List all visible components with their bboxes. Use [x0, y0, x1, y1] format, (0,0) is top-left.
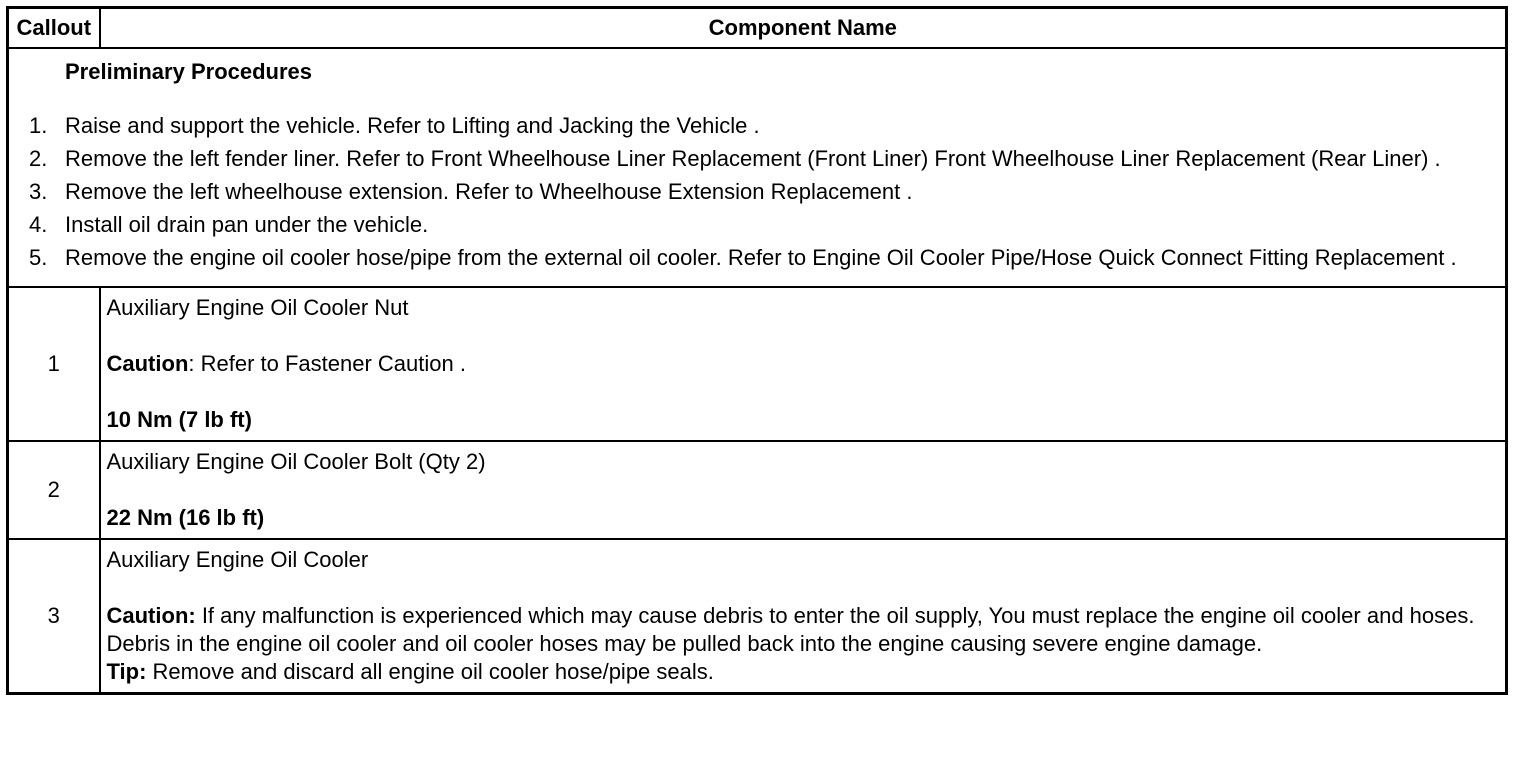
step-item	[29, 177, 1481, 207]
step-text: Remove the left fender liner. Refer to Front Wheelhouse Liner Replacement (Front Liner) Front Wheelhouse Liner Replacement (Rear Liner) .	[65, 146, 1441, 171]
step-text: Remove the left wheelhouse extension. Refer to Wheelhouse Extension Replacement .	[65, 179, 913, 204]
step-item	[29, 210, 1481, 240]
step-number: 3.	[29, 179, 48, 204]
caution-text: : Refer to Fastener Caution .	[188, 351, 466, 376]
callout-number: 3	[8, 539, 100, 694]
component-row	[8, 539, 1507, 694]
preliminary-steps	[29, 111, 1481, 273]
procedure-table	[6, 6, 1508, 695]
tip-text: Remove and discard all engine oil cooler hose/pipe seals.	[146, 659, 714, 684]
step-item	[29, 111, 1481, 141]
component-name: Auxiliary Engine Oil Cooler	[106, 547, 369, 572]
tip-label: Tip:	[106, 659, 147, 684]
step-number: 1.	[29, 113, 48, 138]
step-item	[29, 144, 1481, 174]
torque-value: 22 Nm (16 lb ft)	[106, 505, 265, 530]
step-text: Remove the engine oil cooler hose/pipe from the external oil cooler. Refer to Engine Oil Cooler Pipe/Hose Quick Connect Fitting Replacement .	[65, 245, 1457, 270]
caution-note	[107, 602, 1498, 658]
caution-label: Caution	[106, 351, 189, 376]
torque-spec	[107, 406, 1498, 434]
component-cell	[100, 539, 1507, 694]
component-row	[8, 441, 1507, 539]
step-number: 5.	[29, 245, 48, 270]
step-number: 4.	[29, 212, 48, 237]
callout-number: 2	[8, 441, 100, 539]
component-cell	[100, 441, 1507, 539]
caution-label: Caution:	[106, 603, 196, 628]
callout-header: Callout	[8, 8, 100, 49]
component-row	[8, 287, 1507, 441]
callout-number: 1	[8, 287, 100, 441]
step-number: 2.	[29, 146, 48, 171]
header-row	[8, 8, 1507, 49]
torque-value: 10 Nm (7 lb ft)	[106, 407, 252, 432]
caution-note	[107, 350, 1498, 378]
preliminary-row	[8, 48, 1507, 287]
step-text: Raise and support the vehicle. Refer to Lifting and Jacking the Vehicle .	[65, 113, 760, 138]
caution-text: If any malfunction is experienced which may cause debris to enter the oil supply, You must replace the engine oil cooler and hoses. Debris in the engine oil cooler and oil cooler hoses may be pulled back into the engine causing severe engine damage.	[106, 603, 1475, 656]
preliminary-procedures	[8, 48, 1507, 287]
component-name: Auxiliary Engine Oil Cooler Bolt (Qty 2)	[106, 449, 486, 474]
step-item	[29, 243, 1481, 273]
component-name: Auxiliary Engine Oil Cooler Nut	[106, 295, 409, 320]
component-cell	[100, 287, 1507, 441]
component-name-header: Component Name	[100, 8, 1507, 49]
torque-spec	[107, 504, 1498, 532]
preliminary-title: Preliminary Procedures	[65, 59, 313, 84]
step-text: Install oil drain pan under the vehicle.	[65, 212, 429, 237]
tip-note	[107, 658, 1498, 686]
